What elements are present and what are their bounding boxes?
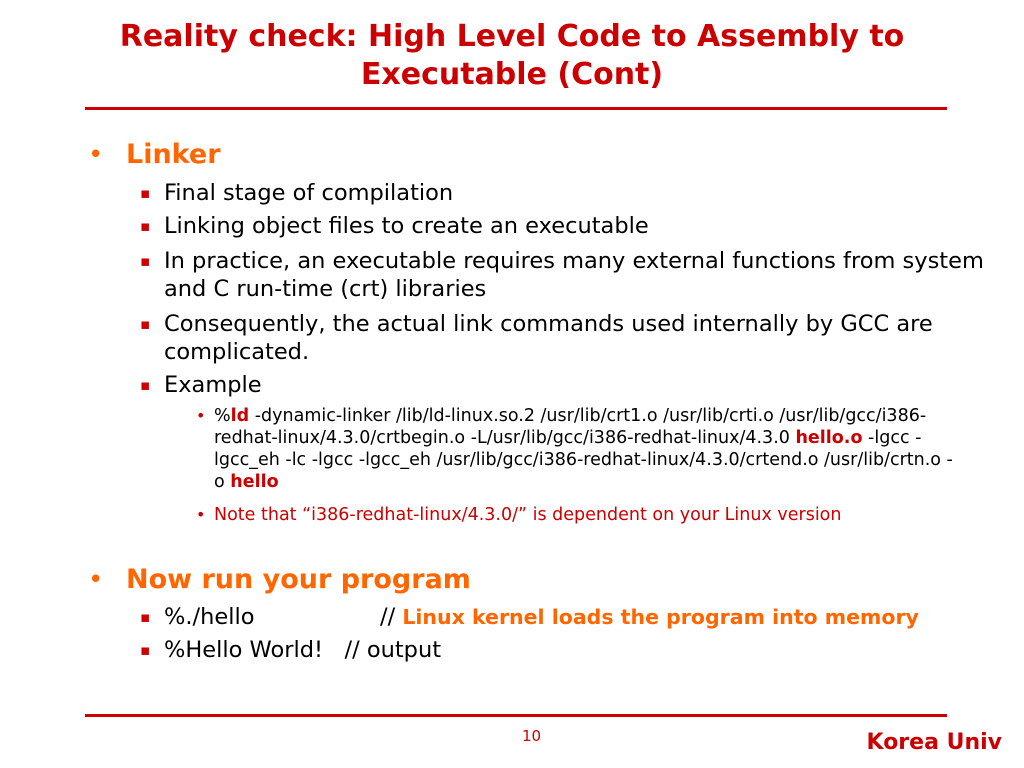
square-bullet-icon: ▪ xyxy=(140,252,151,270)
run-heading: Now run your program xyxy=(126,564,471,595)
footer-label: Korea Univ xyxy=(866,730,1002,755)
example-note xyxy=(196,504,959,526)
footer-divider xyxy=(85,714,947,717)
square-bullet-icon: ▪ xyxy=(140,376,151,394)
list-item-text: Example xyxy=(164,372,262,398)
list-item-text: Consequently, the actual link commands used internally by GCC are complicated. xyxy=(164,311,933,365)
title-divider xyxy=(85,107,947,110)
bullet-dot-icon: • xyxy=(88,565,104,595)
run-command: %./hello xyxy=(164,604,255,630)
command-prompt: % xyxy=(214,406,231,426)
square-bullet-icon: ▪ xyxy=(140,641,151,659)
list-item xyxy=(140,603,984,631)
command-hello: hello xyxy=(230,472,279,492)
list-item xyxy=(140,310,984,366)
list-item xyxy=(140,247,984,303)
list-item-text: %Hello World! // output xyxy=(164,637,442,663)
page-number: 10 xyxy=(522,727,542,745)
command-args-part2: -lgcc -lgcc_eh -lc -lgcc -lgcc_eh /usr/lib/gcc/i386-redhat-linux/4.3.0/crtend.o /usr/lib/crtn.o -o xyxy=(214,428,953,492)
run-comment-highlight: Linux kernel loads the program into memory xyxy=(402,605,919,629)
list-item-text: In practice, an executable requires many external functions from system and C run-time (crt) libraries xyxy=(164,248,984,302)
square-bullet-icon: ▪ xyxy=(140,608,151,626)
example-command-text xyxy=(214,405,959,493)
run-bullet-row xyxy=(88,563,471,597)
bullet-dot-icon: • xyxy=(196,406,206,425)
list-item xyxy=(140,636,984,664)
slide-title: Reality check: High Level Code to Assembly to Executable (Cont) xyxy=(119,19,905,92)
list-item xyxy=(140,371,984,399)
square-bullet-icon: ▪ xyxy=(140,217,151,235)
linker-bullet-row xyxy=(88,138,221,172)
bullet-dot-icon: • xyxy=(88,140,104,170)
list-item-text: Final stage of compilation xyxy=(164,180,454,206)
list-item-text: Linking object files to create an executable xyxy=(164,213,649,239)
square-bullet-icon: ▪ xyxy=(140,184,151,202)
list-item xyxy=(140,212,984,240)
example-command xyxy=(196,405,959,493)
square-bullet-icon: ▪ xyxy=(140,315,151,333)
command-hello-o: hello.o xyxy=(795,428,863,448)
run-comment: // xyxy=(380,604,403,630)
command-args-part1: -dynamic-linker /lib/ld-linux.so.2 /usr/lib/crt1.o /usr/lib/crti.o /usr/lib/gcc/i386-redhat-linux/4.3.0/crtbegin.o -L/usr/lib/gcc/i386-redhat-linux/4.3.0 xyxy=(214,406,927,448)
list-item xyxy=(140,179,984,207)
example-note-text: Note that “i386-redhat-linux/4.3.0/” is dependent on your Linux version xyxy=(214,505,842,525)
command-ld: ld xyxy=(230,406,250,426)
linker-heading: Linker xyxy=(126,139,221,170)
bullet-dot-icon: • xyxy=(196,505,206,524)
list-item-text xyxy=(164,603,984,631)
